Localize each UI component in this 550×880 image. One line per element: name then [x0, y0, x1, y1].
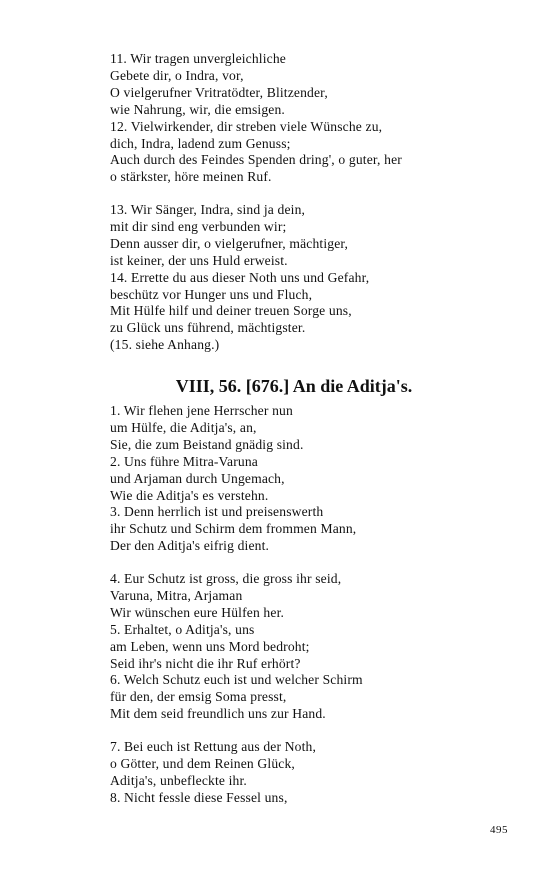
verse-line: (15. siehe Anhang.) — [110, 337, 220, 353]
verse-block-aditjas-4-6 — [110, 571, 530, 723]
verse-line: ist keiner, der uns Huld erweist. — [110, 252, 288, 268]
verse-line: Wir wünschen eure Hülfen her. — [110, 604, 285, 620]
verse-line: O vielgerufner Vritratödter, Blitzender, — [110, 84, 328, 100]
section-heading: VIII, 56. [676.] An die Aditja's. — [175, 376, 413, 396]
verse-line: 11. Wir tragen unvergleichliche — [110, 51, 286, 66]
verse-block-indra-11-12 — [110, 51, 530, 186]
verse-line: wie Nahrung, wir, die emsigen. — [110, 101, 285, 117]
verse-line: Der den Aditja's eifrig dient. — [110, 538, 270, 554]
verse-block-aditjas-1-3 — [110, 403, 530, 555]
verse-line: Wie die Aditja's es verstehn. — [110, 487, 269, 503]
verse-line: Seid ihr's nicht die ihr Ruf erhört? — [110, 655, 301, 671]
verse-line: 8. Nicht fessle diese Fessel uns, — [110, 789, 288, 805]
verse-line: um Hülfe, die Aditja's, an, — [110, 419, 257, 435]
verse-line: 2. Uns führe Mitra-Varuna — [110, 453, 258, 469]
verse-line: und Arjaman durch Ungemach, — [110, 470, 285, 486]
verse-line: Aditja's, unbefleckte ihr. — [110, 772, 247, 788]
verse-line: ihr Schutz und Schirm dem frommen Mann, — [110, 521, 357, 537]
verse-block-indra-13-15 — [110, 202, 530, 354]
verse-line: für den, der emsig Soma presst, — [110, 689, 287, 705]
verse-line: 13. Wir Sänger, Indra, sind ja dein, — [110, 202, 306, 217]
verse-line: Denn ausser dir, o vielgerufner, mächtiger, — [110, 235, 349, 251]
verse-line: Gebete dir, o Indra, vor, — [110, 67, 244, 83]
verse-line: zu Glück uns führend, mächtigster. — [110, 320, 306, 336]
verse-line: mit dir sind eng verbunden wir; — [110, 218, 287, 234]
verse-line: 12. Vielwirkender, dir streben viele Wünsche zu, — [110, 118, 383, 134]
verse-line: o stärkster, höre meinen Ruf. — [110, 169, 272, 185]
verse-line: dich, Indra, ladend zum Genuss; — [110, 135, 291, 151]
verse-line: 7. Bei euch ist Rettung aus der Noth, — [110, 739, 317, 754]
verse-line: Auch durch des Feindes Spenden dring', o guter, her — [110, 152, 402, 168]
verse-line: 6. Welch Schutz euch ist und welcher Schirm — [110, 672, 363, 688]
verse-line: 4. Eur Schutz ist gross, die gross ihr seid, — [110, 571, 342, 586]
page-number: 495 — [490, 824, 508, 836]
verse-line: Mit dem seid freundlich uns zur Hand. — [110, 706, 326, 722]
verse-line: Sie, die zum Beistand gnädig sind. — [110, 436, 304, 452]
verse-line: am Leben, wenn uns Mord bedroht; — [110, 638, 310, 654]
verse-block-aditjas-7-8 — [110, 739, 530, 807]
verse-line: beschütz vor Hunger uns und Fluch, — [110, 286, 313, 302]
verse-line: 14. Errette du aus dieser Noth uns und Gefahr, — [110, 269, 370, 285]
verse-line: 5. Erhaltet, o Aditja's, uns — [110, 621, 255, 637]
verse-line: 3. Denn herrlich ist und preisenswerth — [110, 504, 324, 520]
verse-line: o Götter, und dem Reinen Glück, — [110, 755, 295, 771]
verse-line: 1. Wir flehen jene Herrscher nun — [110, 403, 293, 418]
verse-line: Varuna, Mitra, Arjaman — [110, 587, 243, 603]
verse-line: Mit Hülfe hilf und deiner treuen Sorge uns, — [110, 303, 352, 319]
